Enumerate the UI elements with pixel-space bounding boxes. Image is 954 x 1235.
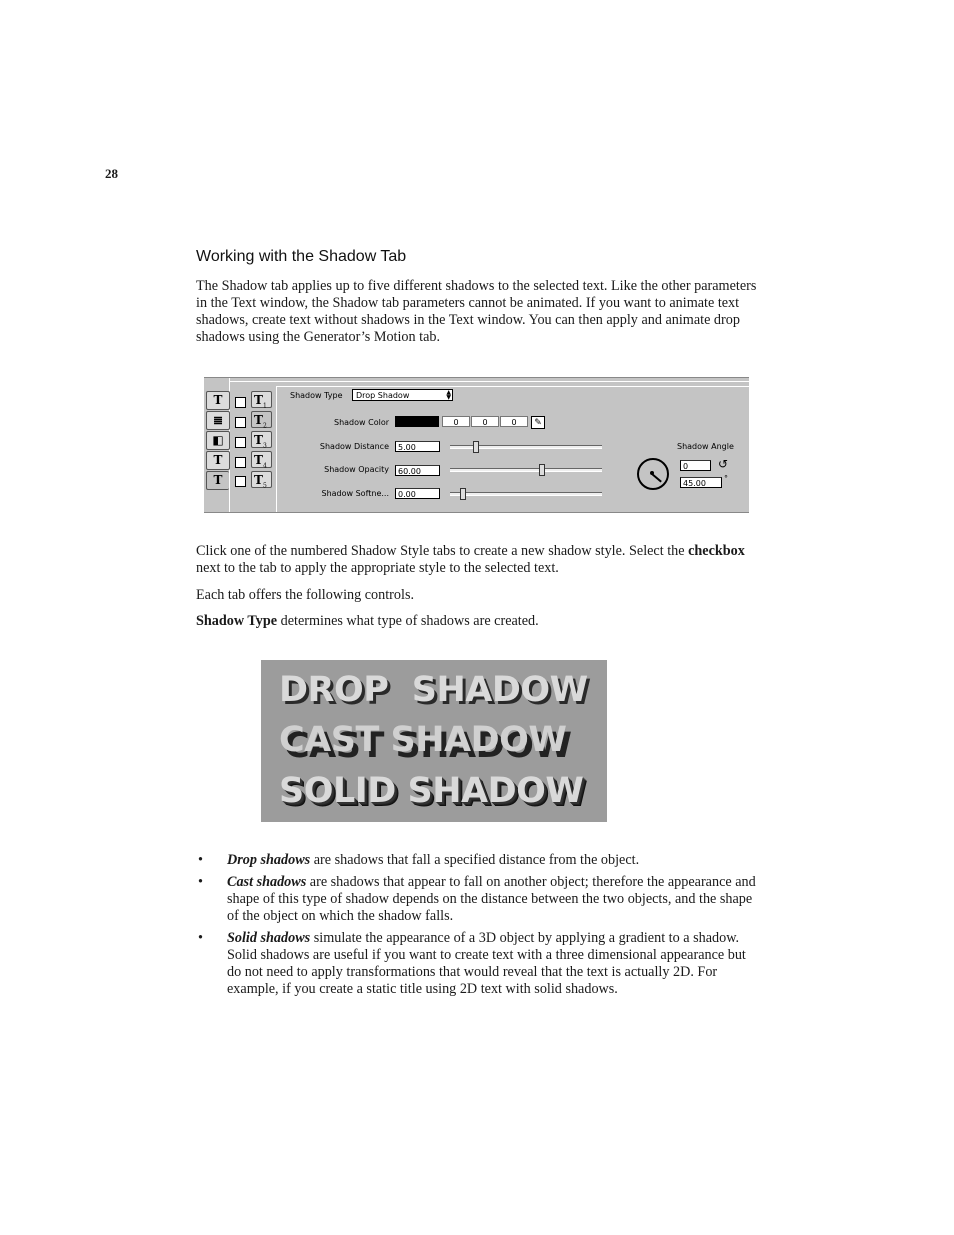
shadow-distance-slider[interactable] xyxy=(450,445,602,449)
shadow-color-swatch[interactable] xyxy=(395,416,439,427)
shadow-style-tab-3[interactable]: $T_3$ xyxy=(251,431,272,448)
shadow-types-list xyxy=(196,852,761,1003)
shadow-softness-slider[interactable] xyxy=(450,492,602,496)
shadow-style-tab-4[interactable]: $T_4$ xyxy=(251,451,272,468)
shadow-color-green-field[interactable]: 0 xyxy=(471,416,499,427)
controls-paragraph: Each tab offers the following controls. xyxy=(196,587,415,603)
shadow-softness-label: Shadow Softne... xyxy=(321,489,389,498)
slider-thumb[interactable] xyxy=(460,488,466,500)
shadow-style-2-checkbox[interactable] xyxy=(235,417,246,428)
shadow-distance-label: Shadow Distance xyxy=(319,442,389,451)
shadow-softness-field[interactable]: 0.00 xyxy=(395,488,440,499)
shadow-tab[interactable] xyxy=(206,471,229,490)
shadow-color-label: Shadow Color xyxy=(334,418,389,427)
panel-divider xyxy=(276,386,277,512)
fill-icon: ◧ xyxy=(212,433,224,447)
shadow-opacity-label: Shadow Opacity xyxy=(324,465,389,474)
page-number: 28 xyxy=(105,166,118,181)
panel-divider xyxy=(229,381,749,382)
drop-shadows-term: Drop shadows xyxy=(227,852,311,868)
slider-thumb[interactable] xyxy=(473,441,479,453)
shadow-type-select[interactable] xyxy=(352,389,453,401)
outline-tab[interactable] xyxy=(206,451,230,470)
shadow-angle-dial[interactable] xyxy=(637,458,669,490)
panel-divider xyxy=(276,386,749,387)
shadow-style-1-checkbox[interactable] xyxy=(235,397,246,408)
shadow-distance-field[interactable]: 5.00 xyxy=(395,441,440,452)
shadow-style-paragraph: Click one of the numbered Shadow Style tabs to create a new shadow style. Select the checkbox next to the tab to apply the appropriate style to the selected text. xyxy=(196,543,745,576)
list-item: • Cast shadows are shadows that appear to fall on another object; therefore the appearance and shape of this type of shadow depends on the distance between the two objects, and the shape of the object on which the shadow falls. xyxy=(198,874,756,924)
intro-paragraph: The Shadow tab applies up to five different shadows to the selected text. Like the other parameters in the Text window, the Shadow tab parameters cannot be animated. If you want to animate text shadows, create text without shadows in the Text window. You can then apply and animate drop shadows using the Generator’s Motion tab. xyxy=(196,278,757,345)
bullet: • xyxy=(198,874,203,890)
dial-center xyxy=(650,471,654,475)
shadow-angle-field-1[interactable]: 0 xyxy=(680,460,711,471)
slider-thumb[interactable] xyxy=(539,464,545,476)
drop-shadow-example: DROP SHADOW xyxy=(279,670,588,710)
shadow-angle-label: Shadow Angle xyxy=(677,442,734,451)
reset-icon[interactable]: ↺ xyxy=(718,457,729,471)
shadow-icon: T xyxy=(213,473,223,487)
solid-shadow-example: SOLID SHADOW xyxy=(279,771,584,811)
shadow-tab-panel xyxy=(204,377,749,513)
cast-shadows-term: Cast shadows xyxy=(227,874,307,890)
list-item: • Drop shadows are shadows that fall a specified distance from the object. xyxy=(198,852,640,868)
shadow-type-value: Drop Shadow xyxy=(356,391,410,400)
shadow-style-5-checkbox[interactable] xyxy=(235,476,246,487)
shadow-opacity-field[interactable]: 60.00 xyxy=(395,465,440,476)
bullet: • xyxy=(198,930,203,946)
bullet: • xyxy=(198,852,203,868)
shadow-style-tab-5[interactable]: $T_5$ xyxy=(251,471,272,488)
shadow-type-label: Shadow Type xyxy=(290,391,343,400)
eyedropper-icon[interactable]: ✎ xyxy=(531,416,545,429)
text-icon: T xyxy=(213,393,223,407)
shadow-type-term: Shadow Type xyxy=(196,613,278,629)
shadow-examples-image xyxy=(261,660,607,822)
list-item: • Solid shadows simulate the appearance of a 3D object by applying a gradient to a shadow. Solid shadows are useful if you want to create text with a three dimensional appearance but do not need to apply transformations that would reveal that the text is actually 2D. For example, if you create a static title using 2D text with solid shadows. xyxy=(198,930,746,997)
text-tab[interactable] xyxy=(206,391,230,410)
shadow-style-tab-1[interactable]: $T_1$ xyxy=(251,391,272,408)
cast-shadow-example: CAST SHADOW xyxy=(279,720,567,760)
shadow-opacity-slider[interactable] xyxy=(450,468,602,472)
shadow-color-blue-field[interactable]: 0 xyxy=(500,416,528,427)
degree-symbol: ° xyxy=(724,474,728,483)
solid-shadows-term: Solid shadows xyxy=(227,930,311,946)
outline-icon: T xyxy=(213,453,223,467)
paragraph-tab[interactable] xyxy=(206,411,230,430)
updown-arrows-icon: ▲ ▼ xyxy=(446,389,451,401)
shadow-color-red-field[interactable]: 0 xyxy=(442,416,470,427)
section-heading: Working with the Shadow Tab xyxy=(196,248,407,265)
shadow-angle-field-2[interactable]: 45.00 xyxy=(680,477,722,488)
shadow-style-3-checkbox[interactable] xyxy=(235,437,246,448)
fill-tab[interactable] xyxy=(206,431,230,450)
checkbox-term: checkbox xyxy=(688,543,745,559)
shadow-style-tab-2[interactable]: $T_2$ xyxy=(251,411,272,428)
paragraph-icon: ≣ xyxy=(212,413,224,427)
shadow-style-4-checkbox[interactable] xyxy=(235,457,246,468)
shadow-type-paragraph: Shadow Type determines what type of shadows are created. xyxy=(196,613,539,629)
